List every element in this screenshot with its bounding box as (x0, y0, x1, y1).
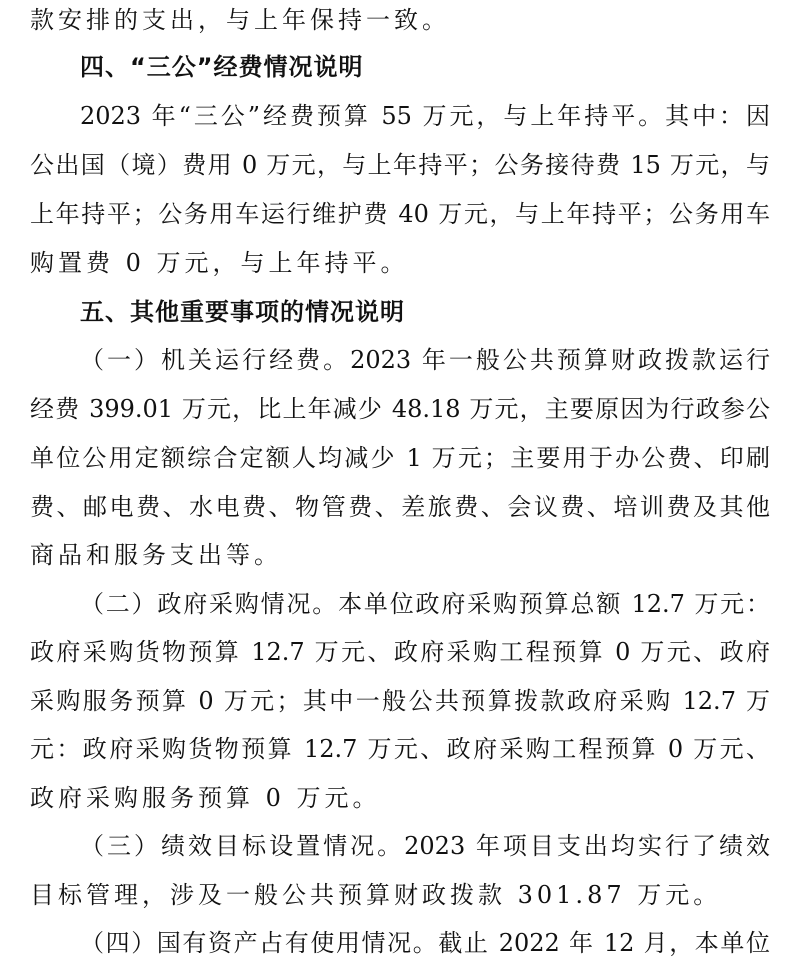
paragraph-line: 单位公用定额综合定额人均减少 1 万元；主要用于办公费、印刷 (30, 444, 770, 472)
paragraph-line: （四）国有资产占有使用情况。截止 2022 年 12 月，本单位 (80, 929, 770, 957)
paragraph-line: 目标管理，涉及一般公共预算财政拨款 301.87 万元。 (30, 881, 722, 909)
paragraph-line: 2023 年“三公”经费预算 55 万元，与上年持平。其中：因 (80, 102, 770, 130)
paragraph-line: 经费 399.01 万元，比上年减少 48.18 万元，主要原因为行政参公 (30, 395, 770, 423)
paragraph-line: （三）绩效目标设置情况。2023 年项目支出均实行了绩效 (80, 832, 770, 860)
paragraph-line: 采购服务预算 0 万元；其中一般公共预算拨款政府采购 12.7 万 (30, 687, 770, 715)
paragraph-line: （二）政府采购情况。本单位政府采购预算总额 12.7 万元： (80, 590, 770, 618)
paragraph-line: 购置费 0 万元，与上年持平。 (30, 249, 409, 277)
paragraph-line: 元：政府采购货物预算 12.7 万元、政府采购工程预算 0 万元、 (30, 735, 770, 763)
paragraph-line: 费、邮电费、水电费、物管费、差旅费、会议费、培训费及其他 (30, 493, 770, 521)
paragraph-line: 公出国（境）费用 0 万元，与上年持平；公务接待费 15 万元，与 (30, 151, 770, 179)
paragraph-line: （一）机关运行经费。2023 年一般公共预算财政拨款运行 (80, 346, 770, 374)
paragraph-line: 商品和服务支出等。 (30, 541, 282, 569)
paragraph-line: 款安排的支出，与上年保持一致。 (30, 6, 450, 34)
paragraph-line: 上年持平；公务用车运行维护费 40 万元，与上年持平；公务用车 (30, 200, 770, 228)
paragraph-line: 政府采购货物预算 12.7 万元、政府采购工程预算 0 万元、政府 (30, 638, 770, 666)
paragraph-line: 政府采购服务预算 0 万元。 (30, 784, 381, 812)
section-heading-five: 五、其他重要事项的情况说明 (80, 298, 405, 326)
section-heading-four: 四、“三公”经费情况说明 (80, 53, 364, 81)
